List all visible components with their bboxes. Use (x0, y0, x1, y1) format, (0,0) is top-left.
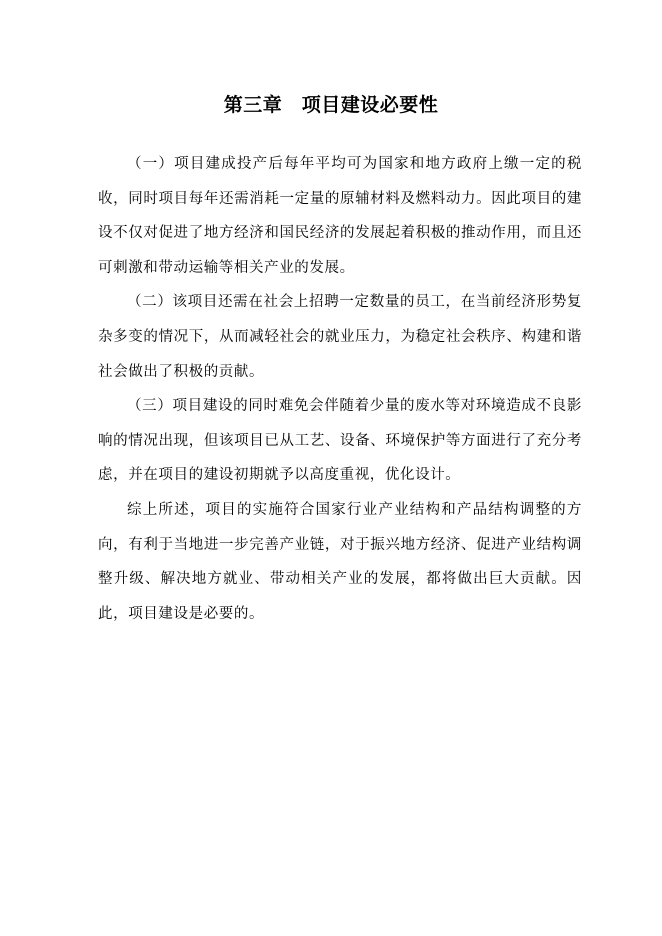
paragraph-environment: （三）项目建设的同时难免会伴随着少量的废水等对环境造成不良影响的情况出现，但该项目已从工艺、设备、环境保护等方面进行了充分考虑，并在项目的建设初期就予以高度重视，优化设计。 (98, 398, 582, 484)
document-body (98, 147, 582, 631)
paragraph-tax-revenue: （一）项目建成投产后每年平均可为国家和地方政府上缴一定的税收，同时项目每年还需消耗一定量的原辅材料及燃料动力。因此项目的建设不仅对促进了地方经济和国民经济的发展起着积极的推动作用，而且还可刺激和带动运输等相关产业的发展。 (98, 156, 582, 276)
chapter-title: 第三章 项目建设必要性 (223, 94, 439, 116)
paragraph-conclusion: 综上所述，项目的实施符合国家行业产业结构和产品结构调整的方向，有利于当地进一步完善产业链，对于振兴地方经济、促进产业结构调整升级、解决地方就业、带动相关产业的发展，都将做出巨大贡献。因此，项目建设是必要的。 (98, 501, 582, 622)
paragraph-employment: （二）该项目还需在社会上招聘一定数量的员工，在当前经济形势复杂多变的情况下，从而减轻社会的就业压力，为稳定社会秩序、构建和谐社会做出了积极的贡献。 (98, 294, 582, 380)
